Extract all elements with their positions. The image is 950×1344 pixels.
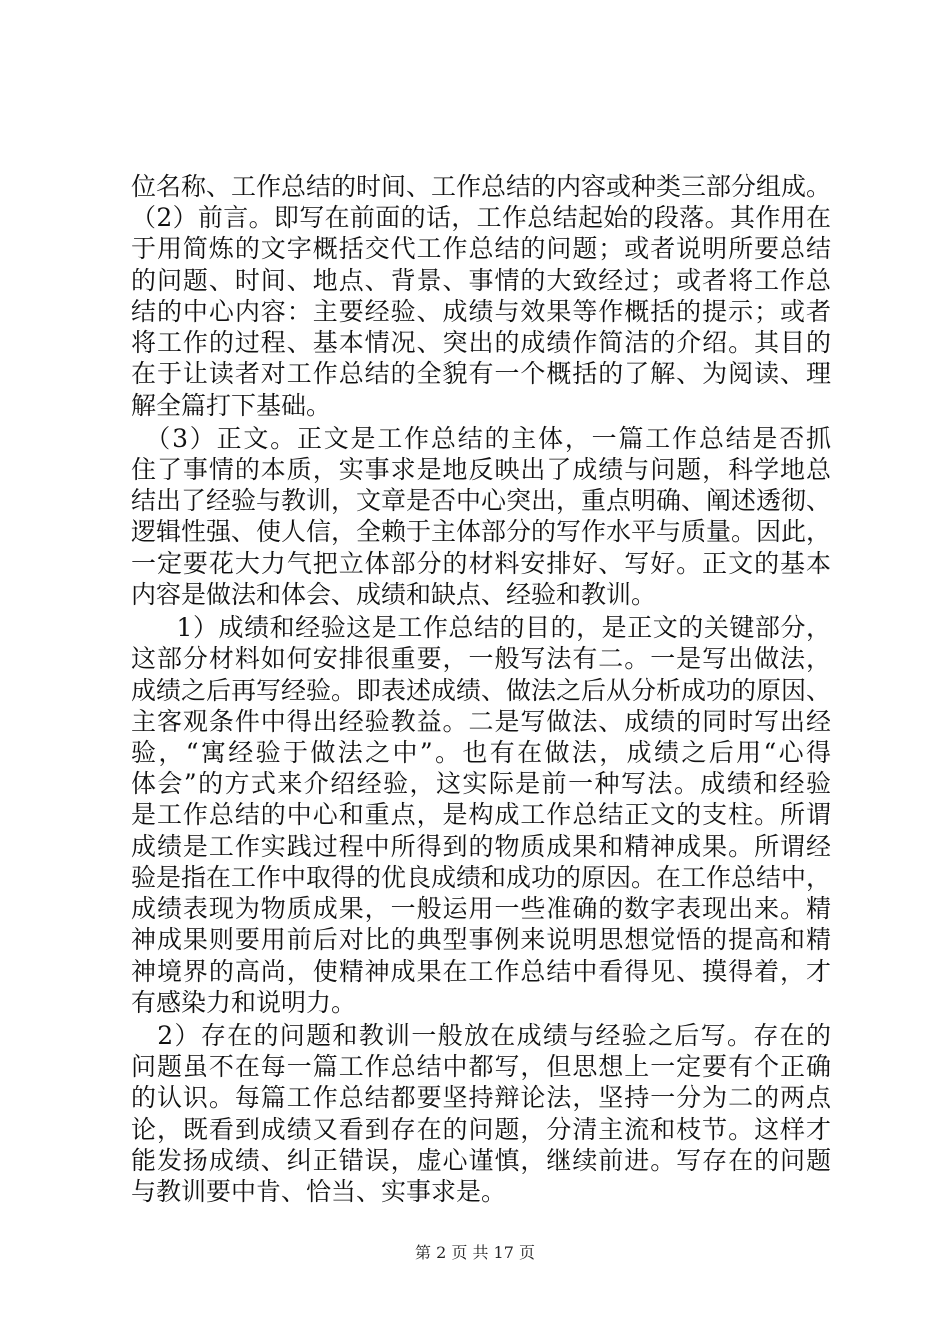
text-line: 成绩表现为物质成果，一般运用一些准确的数字表现出来。精 — [131, 894, 831, 923]
text-line: 验是指在工作中取得的优良成绩和成功的原因。在工作总结中， — [131, 862, 832, 892]
text-line: 有感染力和说明力。 — [131, 987, 357, 1017]
text-line: （3）正文。正文是工作总结的主体，一篇工作总结是否抓 — [131, 423, 831, 453]
text-line: 解全篇打下基础。 — [131, 390, 332, 420]
text-line: 验，“寓经验于做法之中”。也有在做法，成绩之后用“心得 — [131, 737, 831, 767]
text-line: 成绩是工作实践过程中所得到的物质成果和精神成果。所谓经 — [131, 831, 831, 861]
page-number: 第 2 页 共 17 页 — [415, 1243, 535, 1262]
text-line: （2）前言。即写在前面的话，工作总结起始的段落。其作用在 — [131, 203, 831, 233]
text-line: 与教训要中肯、恰当、实事求是。 — [131, 1177, 507, 1206]
text-line: 1）成绩和经验这是工作总结的目的，是正文的关键部分， — [151, 613, 831, 643]
text-line: 成绩之后再写经验。即表述成绩、做法之后从分析成功的原因、 — [131, 675, 832, 705]
text-line: 结出了经验与教训，文章是否中心突出，重点明确、阐述透彻、 — [131, 486, 832, 516]
text-line: 问题虽不在每一篇工作总结中都写，但思想上一定要有个正确 — [131, 1052, 831, 1082]
text-line: 结的中心内容：主要经验、成绩与效果等作概括的提示；或者 — [131, 296, 831, 326]
text-line: 神成果则要用前后对比的典型事例来说明思想觉悟的提高和精 — [131, 925, 831, 955]
text-line: 是工作总结的中心和重点，是构成工作总结正文的支柱。所谓 — [131, 800, 831, 830]
text-line: 神境界的高尚，使精神成果在工作总结中看得见、摸得着，才 — [131, 956, 831, 986]
text-line: 在于让读者对工作总结的全貌有一个概括的了解、为阅读、理 — [131, 359, 831, 389]
text-line: 内容是做法和体会、成绩和缺点、经验和教训。 — [131, 579, 657, 609]
text-line: 2）存在的问题和教训一般放在成绩与经验之后写。存在的 — [131, 1020, 831, 1050]
text-line: 逻辑性强、使人信，全赖于主体部分的写作水平与质量。因此， — [131, 517, 832, 547]
text-line: 主客观条件中得出经验教益。二是写做法、成绩的同时写出经 — [131, 706, 831, 736]
text-line: 位名称、工作总结的时间、工作总结的内容或种类三部分组成。 — [131, 172, 832, 201]
text-line: 于用简炼的文字概括交代工作总结的问题；或者说明所要总结 — [131, 234, 831, 264]
text-line: 的问题、时间、地点、背景、事情的大致经过；或者将工作总 — [131, 265, 831, 295]
text-line: 的认识。每篇工作总结都要坚持辩论法，坚持一分为二的两点 — [131, 1083, 831, 1113]
text-line: 住了事情的本质，实事求是地反映出了成绩与问题，科学地总 — [131, 455, 831, 484]
text-line: 一定要花大力气把立体部分的材料安排好、写好。正文的基本 — [131, 548, 831, 578]
text-line: 将工作的过程、基本情况、突出的成绩作简洁的介绍。其目的 — [131, 328, 831, 358]
text-line: 能发扬成绩、纠正错误，虚心谨慎，继续前进。写存在的问题 — [131, 1145, 831, 1175]
text-line: 这部分材料如何安排很重要，一般写法有二。一是写出做法， — [131, 644, 831, 674]
text-line: 体会”的方式来介绍经验，这实际是前一种写法。成绩和经验 — [131, 769, 831, 799]
text-line: 论，既看到成绩又看到存在的问题，分清主流和枝节。这样才 — [131, 1114, 831, 1144]
